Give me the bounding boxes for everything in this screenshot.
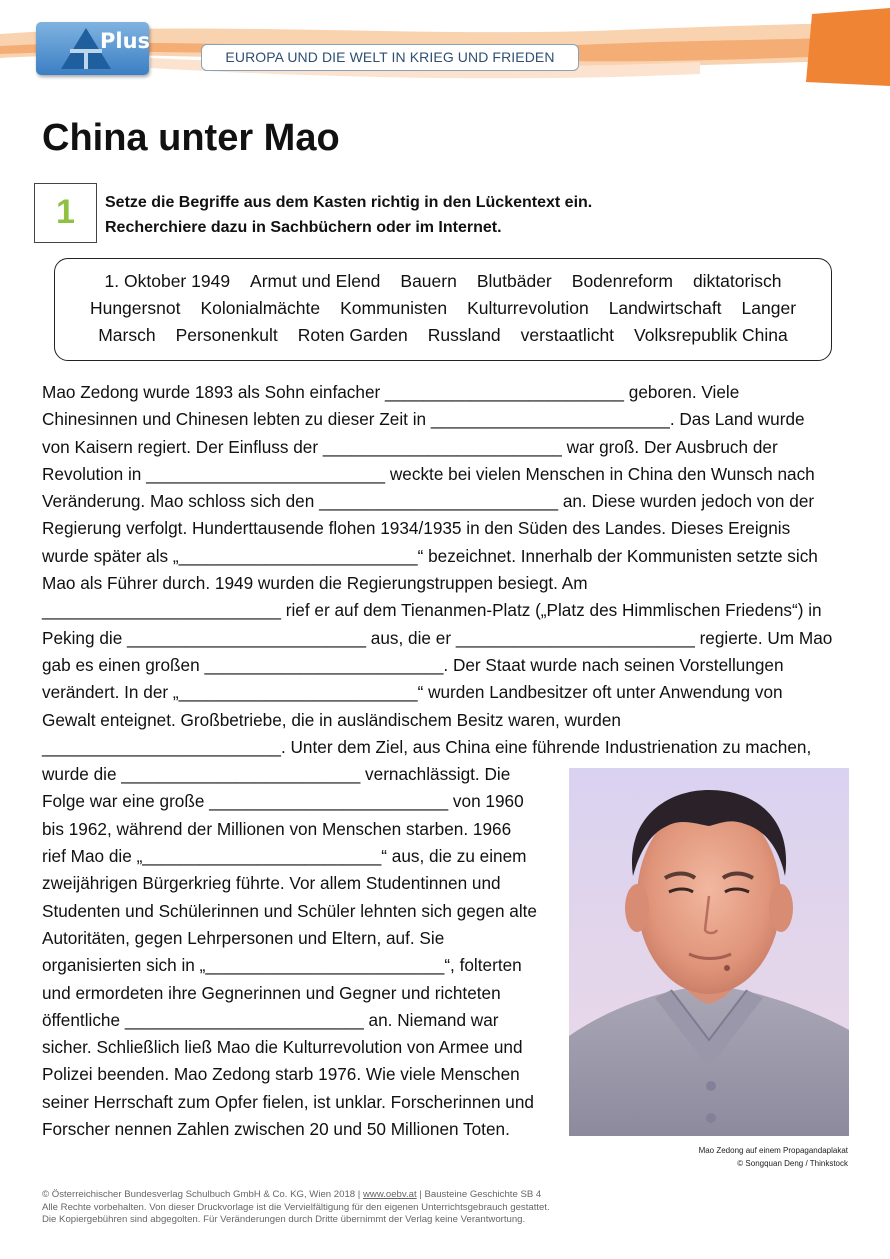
footer [42, 1189, 550, 1227]
text-line: und ermordeten ihre Gegnerinnen und Gegner und richteten [42, 982, 501, 1003]
task-instruction [105, 190, 592, 240]
topic-banner: EUROPA UND DIE WELT IN KRIEG UND FRIEDEN [201, 44, 579, 71]
word-item: Personenkult [175, 325, 278, 345]
word-item: Bauern [400, 271, 457, 291]
text-line: Veränderung. Mao schloss sich den _________________________ an. Diese wurden jedoch von der [42, 491, 815, 512]
word-item: Bodenreform [571, 271, 673, 291]
footer-line [42, 1189, 550, 1202]
word-item: Landwirtschaft [608, 298, 722, 318]
text-line: _________________________ rief er auf dem Tienanmen-Platz („Platz des Himmlischen Friedens“) in [42, 600, 822, 621]
text-line: wurde später als „_________________________“ bezeichnet. Innerhalb der Kommunisten setzte sich [42, 545, 818, 566]
text-line: Mao als Führer durch. 1949 wurden die Regierungstruppen besiegt. Am [42, 573, 588, 594]
instruction-line: Setze die Begriffe aus dem Kasten richtig in den Lückentext ein. [105, 194, 593, 211]
text-line: _________________________. Unter dem Ziel, aus China eine führende Industrienation zu machen, [42, 736, 812, 757]
text-line: sicher. Schließlich ließ Mao die Kulturrevolution von Armee und [42, 1037, 523, 1058]
word-item: Roten Garden [297, 325, 408, 345]
text-line: zweijährigen Bürgerkrieg führte. Vor allem Studentinnen und [42, 873, 501, 894]
word-bank [54, 258, 832, 361]
page-title: China unter Mao [42, 117, 340, 159]
word-item: Kommunisten [340, 298, 448, 318]
word-item: 1. Oktober 1949 [104, 271, 231, 291]
text-line: seiner Herrschaft zum Opfer fielen, ist unklar. Forscherinnen und [42, 1091, 534, 1112]
text-line: Folge war eine große _________________________ von 1960 [42, 791, 524, 812]
word-item: Volksrepublik China [634, 325, 788, 345]
text-line: Mao Zedong wurde 1893 als Sohn einfacher _________________________ geboren. Viele [42, 382, 740, 402]
text-line: Gewalt enteignet. Großbetriebe, die in ausländischem Besitz waren, wurden [42, 709, 621, 730]
word-item: Russland [427, 325, 501, 345]
instruction-line: Recherchiere dazu in Sachbüchern oder im Internet. [105, 219, 502, 236]
text-line: Chinesinnen und Chinesen lebten zu dieser Zeit in _________________________. Das Land wurde [42, 409, 805, 430]
image-caption: Mao Zedong auf einem Propagandaplakat [698, 1146, 848, 1155]
text-line: Regierung verfolgt. Hunderttausende flohen 1934/1935 in den Süden des Landes. Dieses Ereignis [42, 518, 791, 539]
text-line: bis 1962, während der Millionen von Menschen starben. 1966 [42, 818, 512, 839]
word-bank-row [67, 298, 819, 319]
text-line: Forscher nennen Zahlen zwischen 20 und 50 Millionen Toten. [42, 1119, 510, 1140]
text-line: von Kaisern regiert. Der Einfluss der _________________________ war groß. Der Ausbruch der [42, 436, 778, 457]
word-bank-row [67, 325, 819, 346]
text-line: Revolution in _________________________ weckte bei vielen Menschen in China den Wunsch nach [42, 463, 815, 484]
task-number: 1 [34, 183, 97, 243]
word-item: Blutbäder [476, 271, 552, 291]
text-line: verändert. In der „_________________________“ wurden Landbesitzer oft unter Anwendung von [42, 682, 783, 703]
footer-copyright: © Österreichischer Bundesverlag Schulbuch GmbH & Co. KG, Wien 2018 | [42, 1189, 363, 1200]
text-line: organisierten sich in „_________________________“, folterten [42, 955, 522, 976]
image-credit: © Songquan Deng / Thinkstock [737, 1159, 848, 1168]
text-line: gab es einen großen _________________________. Der Staat wurde nach seinen Vorstellungen [42, 654, 784, 675]
text-line: wurde die _________________________ vernachlässigt. Die [42, 764, 511, 785]
word-bank-row [67, 271, 819, 292]
footer-series: | Bausteine Geschichte SB 4 [416, 1189, 542, 1200]
text-line: Polizei beenden. Mao Zedong starb 1976. Wie viele Menschen [42, 1064, 520, 1085]
footer-line: Die Kopiergebühren sind abgegolten. Für Veränderungen durch Dritte übernimmt der Verlag keine Verantwortung. [42, 1214, 526, 1225]
word-item: Hungersnot [89, 298, 181, 318]
logo-text: Plus [100, 29, 151, 53]
word-item: verstaatlicht [520, 325, 615, 345]
footer-line: Alle Rechte vorbehalten. Von dieser Druckvorlage ist die Vervielfältigung für den eigenen Unterrichtsgebrauch gestattet. [42, 1201, 550, 1213]
publisher-link[interactable]: www.oebv.at [362, 1189, 417, 1200]
word-item: Kolonialmächte [200, 298, 321, 318]
word-item: Langer [741, 298, 797, 318]
word-item: Kulturrevolution [467, 298, 589, 318]
text-line: Studenten und Schülerinnen und Schüler lehnten sich gegen alte [42, 900, 537, 921]
text-line: Autoritäten, gegen Lehrpersonen und Eltern, auf. Sie [42, 927, 445, 948]
text-line: Peking die _________________________ aus, die er _________________________ regierte. Um Mao [42, 627, 833, 648]
mao-portrait-image [569, 768, 849, 1136]
word-item: diktatorisch [692, 271, 782, 291]
text-line: rief Mao die „_________________________“ aus, die zu einem [42, 846, 527, 867]
word-item: Armut und Elend [250, 271, 381, 291]
word-item: Marsch [98, 325, 156, 345]
text-line: öffentliche _________________________ an. Niemand war [42, 1009, 499, 1030]
